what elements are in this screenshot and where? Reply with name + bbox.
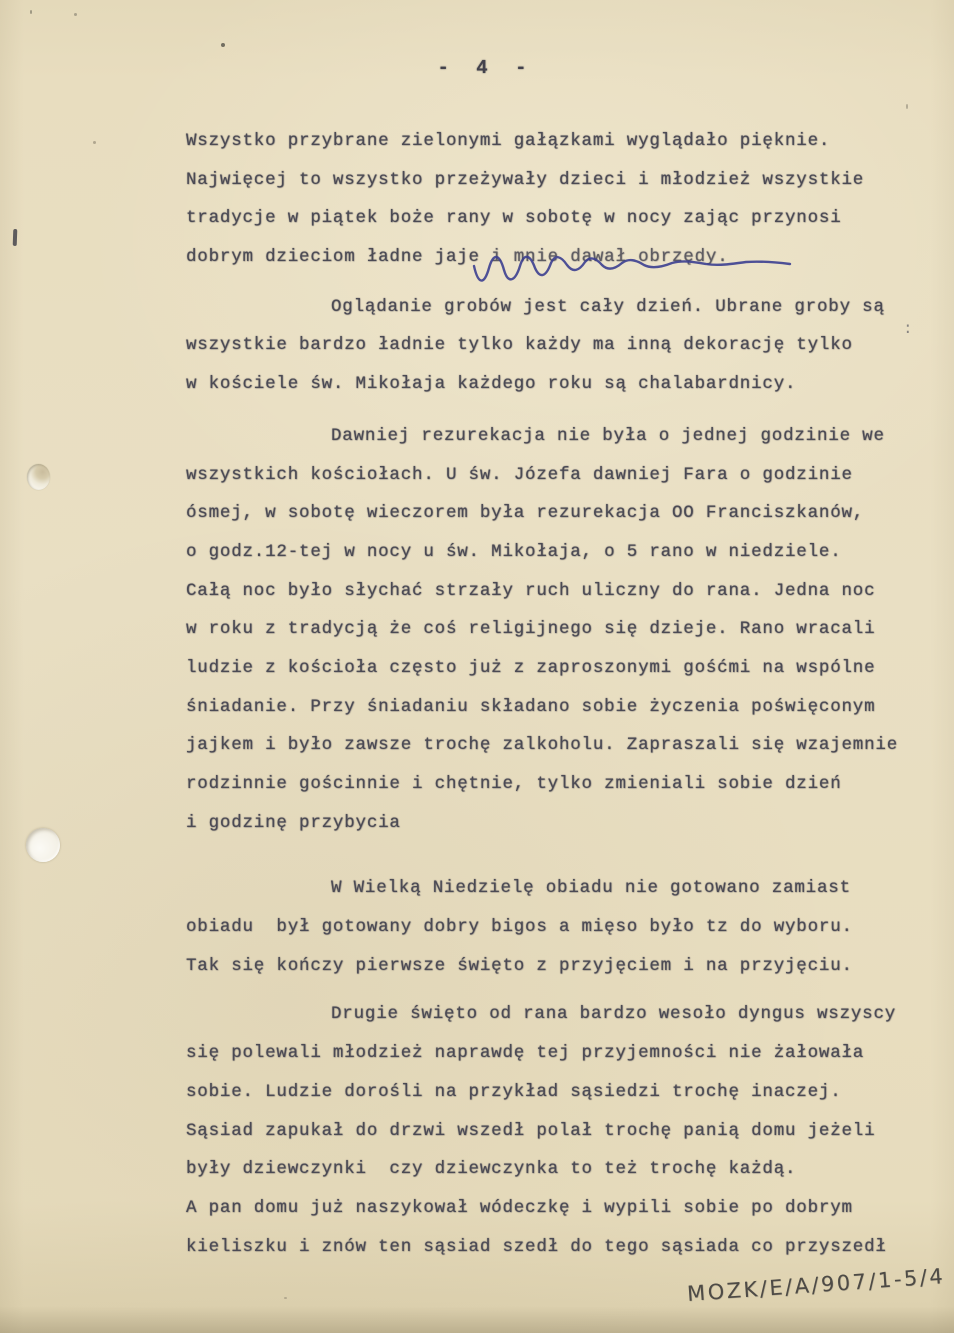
text-line: Wszystko przybrane zielonymi gałązkami wyglądało pięknie. bbox=[186, 131, 831, 151]
text-line: Tak się kończy pierwsze święto z przyjęciem i na przyjęciu. bbox=[186, 955, 853, 976]
text-line: obiadu był gotowany dobry bigos a mięso było tz do wyboru. bbox=[186, 917, 853, 938]
page-number: - 4 - bbox=[437, 57, 535, 79]
margin-pen-mark bbox=[13, 229, 18, 246]
text-line: A pan domu już naszykował wódeczkę i wypili sobie po dobrym bbox=[186, 1197, 853, 1218]
struck-text: i mnie dawał obrzędy. bbox=[491, 247, 729, 268]
text-line: Drugie święto od rana bardzo wesoło dyngus wszyscy bbox=[331, 1004, 897, 1025]
margin-colon-mark: : bbox=[903, 320, 913, 338]
paragraph-2 bbox=[186, 288, 916, 404]
text-line: wszystkich kościołach. U św. Józefa dawniej Fara o godzinie bbox=[186, 464, 853, 485]
paragraph-3 bbox=[186, 417, 916, 843]
text-line: w kościele św. Mikołaja każdego roku są chalabardnicy. bbox=[186, 374, 797, 395]
hole-punch-bottom bbox=[26, 828, 60, 862]
text-line: kieliszku i znów ten sąsiad szedł do tego sąsiada co przyszedł bbox=[186, 1236, 887, 1257]
paragraph-4 bbox=[186, 869, 916, 985]
text-line: się polewali młodzież naprawdę tej przyjemności nie żałowała bbox=[186, 1043, 865, 1064]
text-line: i godzinę przybycia bbox=[186, 812, 401, 833]
text-line: Całą noc było słychać strzały ruch uliczny do rana. Jedna noc bbox=[186, 580, 876, 601]
handwritten-archival-reference: MOZK/E/A/907/1-5/4 bbox=[686, 1264, 946, 1306]
text-line: Sąsiad zapukał do drzwi wszedł polał trochę panią domu jeżeli bbox=[186, 1120, 876, 1141]
paper-speck bbox=[906, 104, 908, 109]
text-line: Oglądanie grobów jest cały dzień. Ubrane groby są bbox=[331, 296, 885, 317]
text-line: Najwięcej to wszystko przeżywały dzieci i młodzież wszystkie bbox=[186, 169, 865, 190]
paragraph-5 bbox=[186, 995, 916, 1188]
paper-speck bbox=[221, 43, 225, 47]
paper-speck bbox=[93, 141, 96, 144]
hole-punch-top bbox=[27, 464, 50, 490]
text-line: tradycje w piątek boże rany w sobotę w nocy zając przynosi bbox=[186, 208, 842, 229]
text-line: wszystkie bardzo ładnie tylko każdy ma inną dekorację tylko bbox=[186, 335, 853, 356]
text-line: ósmej, w sobotę wieczorem była rezurekacja OO Franciszkanów, bbox=[186, 503, 865, 524]
text-line: w roku z tradycją że coś religijnego się dzieje. Rano wracali bbox=[186, 619, 876, 640]
text-line: śniadanie. Przy śniadaniu składano sobie życzenia poświęconym bbox=[186, 696, 876, 717]
paper-speck bbox=[284, 1297, 287, 1299]
text-line: Dawniej rezurekacja nie była o jednej godzinie we bbox=[331, 425, 885, 446]
text-line: były dziewczynki czy dziewczynka to też trochę każdą. bbox=[186, 1159, 797, 1180]
text-line: rodzinnie gościnnie i chętnie, tylko zmieniali sobie dzień bbox=[186, 774, 842, 794]
text-line: sobie. Ludzie dorośli na przykład sąsiedzi trochę inaczej. bbox=[186, 1081, 842, 1102]
text-run: dobrym dzieciom ładne jaje bbox=[186, 247, 492, 268]
typewritten-text-block bbox=[186, 122, 916, 1266]
text-line: ludzie z kościoła często już z zaproszonymi gośćmi na wspólne bbox=[186, 657, 876, 678]
text-line: jajkem i było zawsze trochę zalkoholu. Zapraszali się wzajemnie bbox=[186, 735, 899, 756]
paragraph-6 bbox=[186, 1189, 916, 1266]
paper-speck bbox=[30, 10, 32, 14]
text-line: o godz.12-tej w nocy u św. Mikołaja, o 5 rano w niedziele. bbox=[186, 541, 842, 562]
text-line: W Wielką Niedzielę obiadu nie gotowano zamiast bbox=[331, 878, 851, 899]
paper-speck bbox=[74, 13, 77, 16]
ink-strikethrough-scribble bbox=[466, 244, 796, 292]
